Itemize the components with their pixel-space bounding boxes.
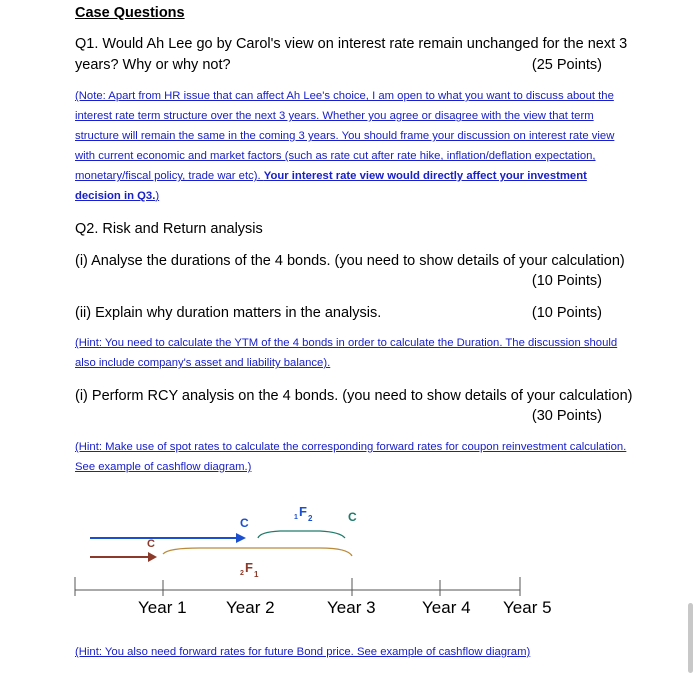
coupon-label: C	[240, 516, 249, 530]
note-line6-plain: )	[155, 190, 160, 202]
f12-prefix: 1	[294, 514, 298, 521]
f12-suffix: 2	[308, 514, 313, 523]
brown-arrowhead	[148, 552, 157, 562]
year-label-5: Year 5	[503, 598, 552, 617]
note-line5-bold: Your interest rate view would directly affect your investment	[263, 170, 587, 182]
year-label-4: Year 4	[422, 598, 471, 617]
coupon-label: C	[348, 510, 357, 524]
hint3: (Hint: You also need forward rates for future Bond price. See example of cashflow diagram)	[75, 646, 531, 658]
q1-line1: Q1. Would Ah Lee go by Carol's view on interest rate remain unchanged for the next 3	[75, 36, 628, 52]
blue-arrowhead	[236, 533, 246, 543]
hint2-line2: See example of cashflow diagram.)	[75, 461, 252, 473]
forward-bracket-1f2	[258, 531, 345, 538]
note-line5	[75, 170, 587, 182]
q2-title: Q2. Risk and Return analysis	[75, 221, 263, 237]
q2-part-i: (i) Analyse the durations of the 4 bonds. (you need to show details of your calculation)	[75, 253, 625, 269]
note-line6-bold: decision in Q3.	[75, 190, 156, 202]
f21-main: F	[245, 560, 253, 575]
note-line1: (Note: Apart from HR issue that can affect Ah Lee's choice, I am open to what you want to discuss about the	[75, 90, 614, 102]
f21-prefix: 2	[240, 570, 244, 577]
q2-part-ii: (ii) Explain why duration matters in the analysis.	[75, 305, 382, 321]
note-line5-plain: monetary/fiscal policy, trade war etc).	[75, 170, 264, 182]
year-label-3: Year 3	[327, 598, 376, 617]
f12-main: F	[299, 504, 307, 519]
q1-points: (25 Points)	[531, 57, 602, 73]
rcy-points: (30 Points)	[531, 408, 602, 424]
vertical-scrollbar[interactable]	[688, 603, 693, 673]
f21-suffix: 1	[254, 570, 259, 579]
q2-part-ii-points: (10 Points)	[531, 305, 602, 321]
note-line6	[75, 190, 159, 202]
forward-bracket-2f1	[163, 548, 352, 556]
note-line4: with current economic and market factors (such as rate cut after rate hike, inflation/deflation expectation,	[75, 150, 596, 162]
q1-line2: years? Why or why not?	[75, 57, 231, 73]
year-label-2: Year 2	[226, 598, 275, 617]
section-title: Case Questions	[75, 5, 185, 21]
hint1-line2: also include company's asset and liability balance).	[75, 357, 331, 369]
q2-part-i-points: (10 Points)	[531, 273, 602, 289]
coupon-label: C	[147, 538, 155, 550]
note-line3: structure will remain the same in the coming 3 years. You should frame your discussion on interest rate view	[75, 130, 615, 142]
rcy-text: (i) Perform RCY analysis on the 4 bonds. (you need to show details of your calculation)	[75, 388, 633, 404]
year-label-1: Year 1	[138, 598, 187, 617]
note-line2: interest rate term structure over the next 3 years. Whether you agree or disagree with the view that term	[75, 110, 594, 122]
hint1-line1: (Hint: You need to calculate the YTM of the 4 bonds in order to calculate the Duration. The discussion should	[75, 337, 618, 349]
hint2-line1: (Hint: Make use of spot rates to calculate the corresponding forward rates for coupon reinvestment calculation.	[75, 441, 627, 453]
